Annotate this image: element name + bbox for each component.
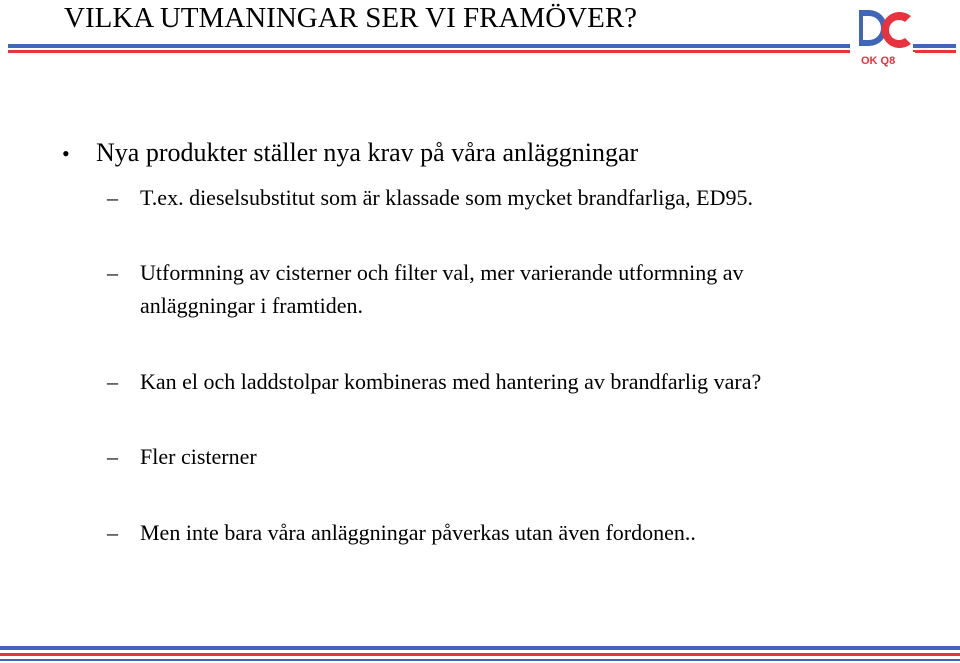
footer-stripe-red [0, 653, 960, 656]
header-stripe-blue-right [913, 44, 956, 48]
dash-marker: – [107, 185, 118, 210]
sub-item-text: Men inte bara våra anläggningar påverkas utan även fordonen.. [140, 520, 696, 545]
main-bullet [62, 138, 638, 168]
dash-marker: – [107, 520, 118, 545]
header-stripe-red [8, 50, 850, 53]
sub-item [107, 516, 696, 549]
sub-item [107, 256, 744, 322]
sub-item-text-line-1: Utformning av cisterner och filter val, mer varierande utformning av [140, 260, 744, 285]
bullet-marker: • [62, 141, 70, 166]
sub-item [107, 365, 761, 398]
main-bullet-text: Nya produkter ställer nya krav på våra anläggningar [96, 138, 639, 167]
sub-item-text: T.ex. dieselsubstitut som är klassade som mycket brandfarliga, ED95. [140, 185, 754, 210]
sub-item [107, 440, 257, 473]
slide-title: VILKA UTMANINGAR SER VI FRAMÖVER? [64, 2, 638, 34]
sub-item [107, 181, 753, 214]
header-stripe-red-right [913, 50, 956, 53]
dash-marker: – [107, 369, 118, 394]
footer-stripe-blue-bottom [0, 659, 960, 661]
logo-text: OK Q8 [861, 55, 896, 67]
sub-item-text: Kan el och laddstolpar kombineras med hantering av brandfarlig vara? [140, 369, 762, 394]
dash-marker: – [107, 444, 118, 469]
dash-marker: – [107, 260, 118, 285]
sub-item-text-line-2: anläggningar i framtiden. [140, 293, 363, 318]
sub-item-text: Fler cisterner [140, 444, 257, 469]
header-stripe-blue [8, 44, 850, 48]
footer-stripe-blue [0, 646, 960, 650]
dc-ok-q8-logo [855, 4, 917, 68]
